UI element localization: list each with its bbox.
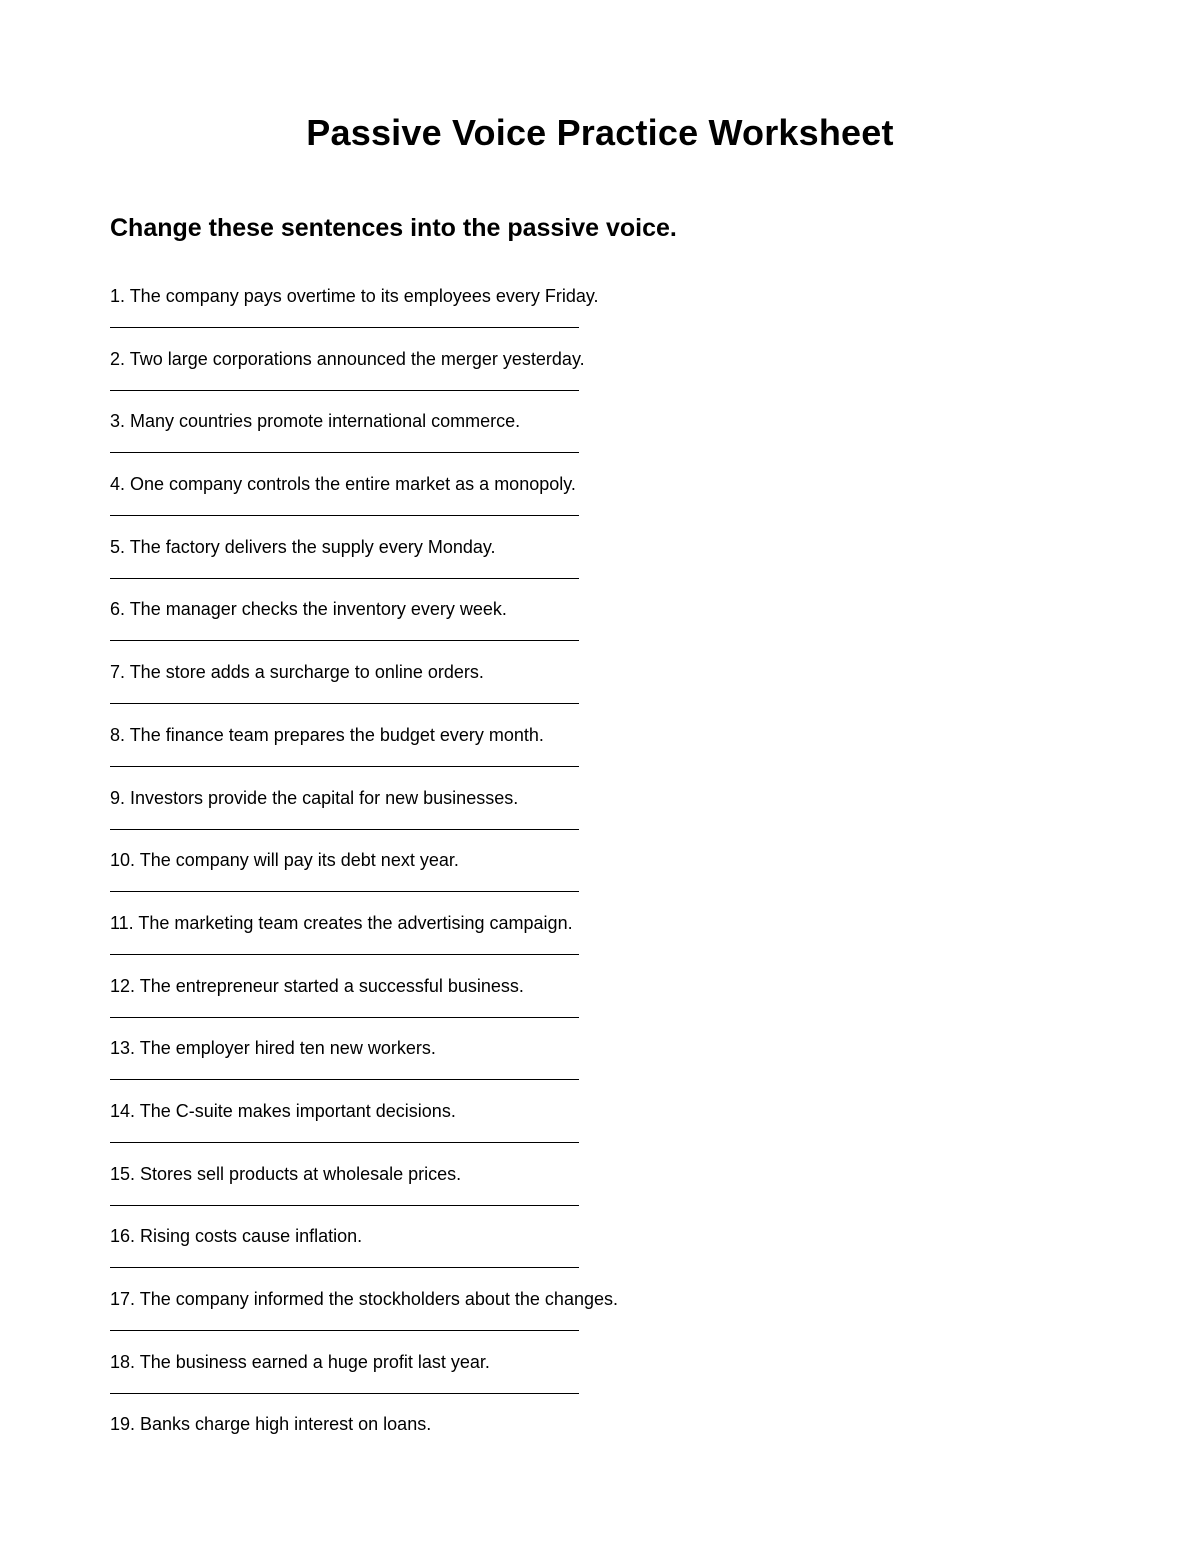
question-text: 19. Banks charge high interest on loans. [110, 1414, 432, 1435]
question-item-7 [110, 658, 810, 721]
question-item-18 [110, 1348, 810, 1411]
answer-line [110, 703, 579, 704]
answer-line [110, 390, 579, 391]
question-item-4 [110, 470, 810, 533]
answer-line [110, 640, 579, 641]
answer-line [110, 1330, 579, 1331]
question-text: 11. The marketing team creates the advertising campaign. [110, 912, 573, 933]
question-text: 17. The company informed the stockholders about the changes. [110, 1289, 618, 1309]
question-item-16 [110, 1222, 810, 1285]
question-text: 12. The entrepreneur started a successful business. [110, 975, 524, 996]
question-list [110, 282, 810, 1473]
question-text: 5. The factory delivers the supply every Monday. [110, 536, 496, 557]
question-text: 4. One company controls the entire market as a monopoly. [110, 474, 576, 495]
instructions-heading: Change these sentences into the passive voice. [110, 214, 677, 242]
question-item-9 [110, 784, 810, 847]
question-text: 6. The manager checks the inventory every week. [110, 599, 507, 620]
question-item-10 [110, 846, 810, 909]
answer-line [110, 891, 579, 892]
question-item-6 [110, 595, 810, 658]
answer-line [110, 954, 579, 955]
answer-line [110, 515, 579, 516]
question-text: 13. The employer hired ten new workers. [110, 1038, 436, 1059]
question-item-17 [110, 1285, 810, 1348]
question-item-13 [110, 1034, 810, 1097]
answer-line [110, 766, 579, 767]
question-item-11 [110, 909, 810, 972]
question-text: 14. The C-suite makes important decisions. [110, 1100, 456, 1121]
question-text: 8. The finance team prepares the budget every month. [110, 724, 544, 745]
answer-line [110, 1079, 579, 1080]
question-text: 16. Rising costs cause inflation. [110, 1226, 363, 1247]
question-text: 1. The company pays overtime to its employees every Friday. [110, 286, 599, 306]
question-item-15 [110, 1160, 810, 1223]
answer-line [110, 829, 579, 830]
answer-line [110, 1393, 579, 1394]
answer-line [110, 1017, 579, 1018]
answer-line [110, 452, 579, 453]
question-item-2 [110, 345, 810, 408]
question-item-12 [110, 972, 810, 1035]
answer-line [110, 578, 579, 579]
question-item-14 [110, 1097, 810, 1160]
question-text: 9. Investors provide the capital for new businesses. [110, 787, 519, 808]
question-text: 3. Many countries promote international commerce. [110, 411, 521, 432]
question-item-5 [110, 533, 810, 596]
page-title: Passive Voice Practice Worksheet [306, 112, 894, 153]
question-item-3 [110, 407, 810, 470]
question-item-19 [110, 1410, 810, 1473]
question-item-1 [110, 282, 810, 345]
answer-line [110, 1142, 579, 1143]
answer-line [110, 1267, 579, 1268]
answer-line [110, 327, 579, 328]
question-text: 10. The company will pay its debt next year. [110, 850, 459, 871]
answer-line [110, 1205, 579, 1206]
question-text: 7. The store adds a surcharge to online orders. [110, 662, 484, 683]
question-text: 15. Stores sell products at wholesale prices. [110, 1163, 462, 1184]
question-text: 18. The business earned a huge profit last year. [110, 1351, 490, 1372]
question-text: 2. Two large corporations announced the merger yesterday. [110, 348, 585, 369]
question-item-8 [110, 721, 810, 784]
